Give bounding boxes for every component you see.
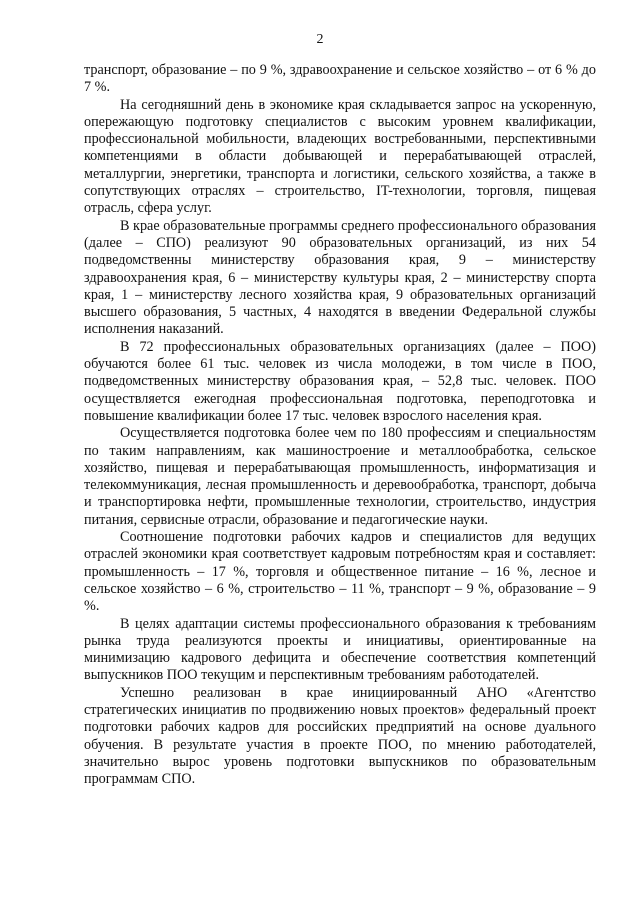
page-number: 2 [316,32,324,47]
paragraph-dual-education: Успешно реализован в крае инициированный АНО «Агентство стратегических инициатив по продвижению новых проектов» федеральный проект подготовки рабочих кадров для российских предприятий на основе дуального обучения. В результате участия в проекте ПОО, по мнению работодателей, значительно вырос уровень подготовки выпускников по образовательным программам СПО. [84,684,596,788]
paragraph-training-directions: Осуществляется подготовка более чем по 180 профессиям и специальностям по таким направлениям, как машиностроение и металлообработка, сельское хозяйство, пищевая и перерабатывающая промышленность, информатизация и телекоммуникация, лесная промышленность и деревообработка, транспорт, добыча и транспортировка нефти, промышленные технологии, строительство, индустрия питания, сервисные отрасли, образование и педагогические науки. [84,425,596,528]
paragraph-training-ratio: Соотношение подготовки рабочих кадров и специалистов для ведущих отраслей экономики края соответствует кадровым потребностям края и составляет: промышленность – 17 %, торговля и общественное питание – 16 %, лесное и сельское хозяйство – 6 %, строительство – 11 %, транспорт – 9 %, образование – 9 %. [84,529,596,615]
paragraph-poo-students: В 72 профессиональных образовательных организациях (далее – ПОО) обучаются более 61 тыс. человек из числа молодежи, в том числе в ПОО, подведомственных министерству образования края, – 52,8 тыс. человек. ПОО осуществляется ежегодная профессиональная подготовка, переподготовка и повышение квалификации более 17 тыс. человек взрослого населения края. [84,338,596,424]
paragraph-continuation: транспорт, образование – по 9 %, здравоохранение и сельское хозяйство – от 6 % до 7 %. [84,62,596,96]
paragraph-adaptation-projects: В целях адаптации системы профессионального образования к требованиям рынка труда реализуются проекты и инициативы, ориентированные на минимизацию кадрового дефицита и обеспечение соответствия компетенций выпускников ПОО текущим и перспективным требованиям работодателей. [84,615,596,684]
document-body [84,62,596,788]
paragraph-labor-demand: На сегодняшний день в экономике края складывается запрос на ускоренную, опережающую подготовку специалистов с высоким уровнем квалификации, профессиональной мобильности, владеющих востребованными, перспективными компетенциями в области добывающей и перерабатывающей отраслей, металлургии, энергетики, транспорта и логистики, сельского хозяйства, а также в сопутствующих отраслях – строительство, IT-технологии, торговля, пищевая отрасль, сфера услуг. [84,96,596,217]
paragraph-spo-organizations: В крае образовательные программы среднего профессионального образования (далее – СПО) реализуют 90 образовательных организаций, из них 54 подведомственны министерству образования края, 9 – министерству здравоохранения края, 6 – министерству культуры края, 2 – министерству спорта края, 1 – министерству лесного хозяйства края, 9 образовательных организаций высшего образования, 5 частных, 4 находятся в введении Федеральной службы исполнения наказаний. [84,217,596,338]
